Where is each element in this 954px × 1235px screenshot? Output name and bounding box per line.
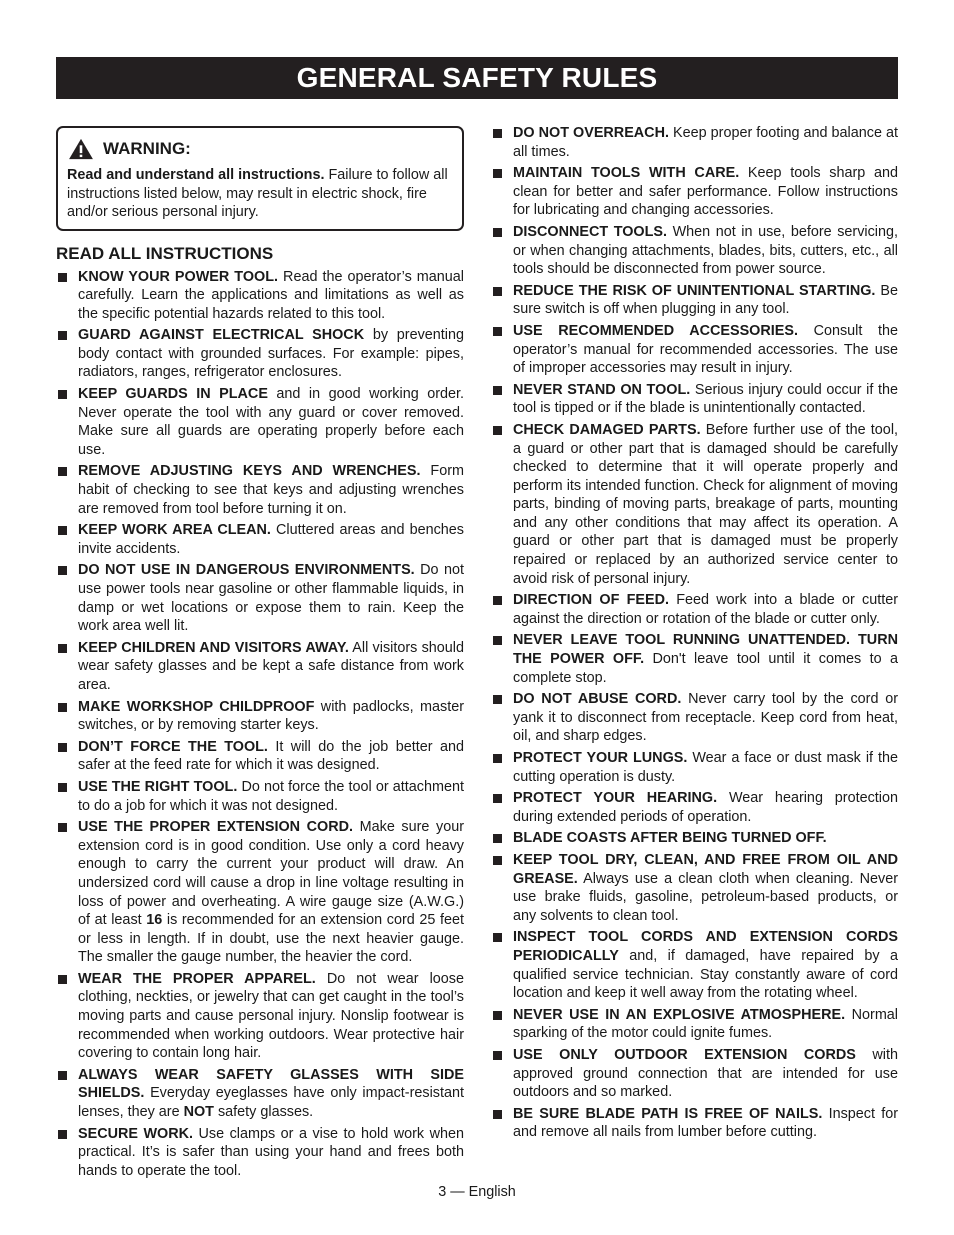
rule-heading: DON’T FORCE THE TOOL. xyxy=(78,738,268,755)
rule-text: When not in use, before servicing, or when changing attachments, blades, bits, cutters, etc., all tools should be disconnected from power source. xyxy=(513,223,898,278)
square-bullet-icon xyxy=(58,703,67,712)
square-bullet-icon xyxy=(58,331,67,340)
rule-heading: WEAR THE PROPER APPAREL. xyxy=(78,970,316,987)
rule-text: Form habit of checking to see that keys and adjusting wrenches are removed from tool before turning it on. xyxy=(78,463,464,517)
rule-heading: USE THE RIGHT TOOL. xyxy=(78,778,238,795)
rule-heading: DO NOT ABUSE CORD. xyxy=(513,691,682,708)
square-bullet-icon xyxy=(493,228,502,237)
square-bullet-icon xyxy=(493,933,502,942)
rule-text: Never carry tool by the cord or yank it to disconnect from receptacle. Keep cord from heat, oil, and sharp edges. xyxy=(513,691,898,745)
square-bullet-icon xyxy=(493,856,502,865)
square-bullet-icon xyxy=(58,743,67,752)
rule-text: Do not use power tools near gasoline or other flammable liquids, in damp or wet locations or expose them to rain. Keep the work area well lit. xyxy=(78,562,464,635)
square-bullet-icon xyxy=(58,823,67,832)
right-rule-list xyxy=(491,124,898,1142)
rule-item xyxy=(56,778,464,815)
square-bullet-icon xyxy=(58,975,67,984)
rule-item xyxy=(491,124,898,161)
rule-heading: ALWAYS WEAR SAFETY GLASSES WITH SIDE SHIELDS. xyxy=(78,1066,464,1102)
rule-item xyxy=(56,818,464,967)
warning-text xyxy=(67,166,453,222)
rule-heading: USE THE PROPER EXTENSION CORD. xyxy=(78,819,354,836)
warning-label: WARNING: xyxy=(103,139,191,158)
rule-item xyxy=(56,738,464,775)
square-bullet-icon xyxy=(493,1011,502,1020)
rule-item xyxy=(56,698,464,735)
rule-heading: GUARD AGAINST ELECTRICAL SHOCK xyxy=(78,327,365,344)
rule-heading: KEEP GUARDS IN PLACE xyxy=(78,386,268,403)
rule-text: Everyday eyeglasses have only impact-resistant lenses, they are xyxy=(78,1085,464,1121)
square-bullet-icon xyxy=(58,783,67,792)
page-title-banner: GENERAL SAFETY RULES xyxy=(56,57,898,99)
rule-text: Keep proper footing and balance at all times. xyxy=(513,125,898,160)
square-bullet-icon xyxy=(58,566,67,575)
rule-item xyxy=(491,1046,898,1102)
rule-heading: BLADE COASTS AFTER BEING TURNED OFF. xyxy=(513,830,827,847)
left-rule-list xyxy=(56,268,464,1181)
rule-text-continued: safety glasses. xyxy=(213,1104,314,1121)
rule-text: All visitors should wear safety glasses and be kept a safe distance from work area. xyxy=(78,639,465,693)
warning-box xyxy=(56,126,464,231)
rule-item xyxy=(491,928,898,1002)
rule-text: Be sure switch is off when plugging in any tool. xyxy=(513,282,898,318)
square-bullet-icon xyxy=(493,794,502,803)
rule-item xyxy=(491,789,898,826)
rule-text: Wear hearing protection during extended periods of operation. xyxy=(513,790,898,825)
rule-emphasis: 16 xyxy=(146,912,163,929)
rule-heading: REMOVE ADJUSTING KEYS AND WRENCHES. xyxy=(78,463,421,480)
rule-text: Keep tools sharp and clean for better and safer performance. Follow instructions for lubricating and changing accessories. xyxy=(513,165,898,219)
rule-heading: KEEP CHILDREN AND VISITORS AWAY. xyxy=(78,639,349,656)
rule-text: by preventing body contact with grounded surfaces. For example: pipes, radiators, ranges, refrigerator enclosures. xyxy=(78,327,464,381)
rule-item xyxy=(491,282,898,319)
rule-item xyxy=(56,1066,464,1122)
rule-text: Always use a clean cloth when cleaning. Never use brake fluids, gasoline, petroleum-based products, or any solvents to clean tool. xyxy=(513,870,898,924)
rule-text: Consult the operator’s manual for recommended accessories. The use of improper accessories may result in injury. xyxy=(513,322,898,377)
rule-heading: INSPECT TOOL CORDS AND EXTENSION CORDS PERIODICALLY xyxy=(513,929,898,964)
square-bullet-icon xyxy=(493,596,502,605)
right-column xyxy=(491,124,898,1145)
rule-text: Serious injury could occur if the tool is tipped or if the blade is unintentionally contacted. xyxy=(513,381,898,417)
rule-text: Use clamps or a vise to hold work when practical. It’s is safer than using your hand and frees both hands to operate the tool. xyxy=(78,1125,465,1179)
rule-item xyxy=(491,690,898,746)
rule-heading: NEVER LEAVE TOOL RUNNING UNATTENDED. TURN THE POWER OFF. xyxy=(513,632,898,668)
rule-heading: KEEP TOOL DRY, CLEAN, AND FREE FROM OIL AND GREASE. xyxy=(513,851,898,887)
square-bullet-icon xyxy=(493,129,502,138)
rule-text: Feed work into a blade or cutter against the direction or rotation of the blade or cutter only. xyxy=(513,592,898,627)
square-bullet-icon xyxy=(58,1071,67,1080)
square-bullet-icon xyxy=(493,834,502,843)
section-title: READ ALL INSTRUCTIONS xyxy=(56,243,274,263)
square-bullet-icon xyxy=(58,526,67,535)
square-bullet-icon xyxy=(58,273,67,282)
rule-emphasis: NOT xyxy=(183,1104,214,1121)
square-bullet-icon xyxy=(58,644,67,653)
rule-heading: DIRECTION OF FEED. xyxy=(513,592,669,609)
square-bullet-icon xyxy=(493,695,502,704)
rule-heading: CHECK DAMAGED PARTS. xyxy=(513,421,701,438)
rule-text: Before further use of the tool, a guard or other part that is damaged should be carefully checked to determine that it will operate properly and perform its intended function. Check for alignment of moving parts, binding of moving parts, breakage of parts, mounting and any other conditions that may affect its operation. A guard or other part that is damaged must be properly repaired or replaced by an authorized service center to avoid risk of personal injury. xyxy=(513,421,899,587)
rule-heading: USE ONLY OUTDOOR EXTENSION CORDS xyxy=(513,1046,856,1063)
square-bullet-icon xyxy=(493,1110,502,1119)
warning-header xyxy=(67,138,453,160)
warning-triangle-icon xyxy=(67,138,95,160)
rule-heading: NEVER USE IN AN EXPLOSIVE ATMOSPHERE. xyxy=(513,1006,846,1023)
rule-item xyxy=(491,381,898,418)
rule-item xyxy=(491,631,898,687)
rule-heading: PROTECT YOUR HEARING. xyxy=(513,790,718,807)
rule-heading: MAINTAIN TOOLS WITH CARE. xyxy=(513,165,740,182)
rule-heading: NEVER STAND ON TOOL. xyxy=(513,381,691,398)
page-footer: 3 — English xyxy=(438,1184,516,1200)
rule-item xyxy=(491,421,898,588)
rule-item xyxy=(56,1125,464,1181)
square-bullet-icon xyxy=(58,467,67,476)
square-bullet-icon xyxy=(493,754,502,763)
rule-heading: MAKE WORKSHOP CHILDPROOF xyxy=(78,698,315,715)
rule-item xyxy=(56,970,464,1063)
rule-text: Inspect for and remove all nails from lumber before cutting. xyxy=(513,1105,898,1141)
rule-heading: DO NOT USE IN DANGEROUS ENVIRONMENTS. xyxy=(78,562,415,579)
rule-heading: BE SURE BLADE PATH IS FREE OF NAILS. xyxy=(513,1105,823,1122)
square-bullet-icon xyxy=(493,287,502,296)
rule-heading: PROTECT YOUR LUNGS. xyxy=(513,750,688,766)
rule-heading: REDUCE THE RISK OF UNINTENTIONAL STARTING. xyxy=(513,282,876,299)
rule-heading: USE RECOMMENDED ACCESSORIES. xyxy=(513,322,798,339)
warning-body-text: Failure to follow all instructions listed below, may result in electric shock, fire and/or serious personal injury. xyxy=(67,167,448,220)
square-bullet-icon xyxy=(58,390,67,399)
rule-item xyxy=(491,1105,898,1142)
rule-heading: DO NOT OVERREACH. xyxy=(513,125,669,141)
rule-text: Do not wear loose clothing, neckties, or jewelry that can get caught in the tool’s moving parts and cause personal injury. Nonslip footwear is recommended when working outdoors. Wear protective hair covering to contain long hair. xyxy=(78,970,464,1062)
rule-text: Do not force the tool or attachment to do a job for which it was not designed. xyxy=(78,778,464,814)
rule-text-continued: is recommended for an extension cord 25 feet or less in length. If in doubt, use the next heavier gauge. The smaller the gauge number, the heavier the cord. xyxy=(78,912,464,966)
square-bullet-icon xyxy=(493,426,502,435)
rule-item xyxy=(56,462,464,518)
square-bullet-icon xyxy=(493,1051,502,1060)
rule-text: Don't leave tool until it comes to a complete stop. xyxy=(513,651,898,686)
rule-item xyxy=(491,851,898,925)
rule-text: Cluttered areas and benches invite accidents. xyxy=(78,522,464,557)
square-bullet-icon xyxy=(493,169,502,178)
rule-item xyxy=(491,322,898,378)
rule-item xyxy=(491,1006,898,1043)
left-column xyxy=(56,126,464,1183)
rule-item xyxy=(491,829,898,848)
rule-text: Normal sparking of the motor could ignite fumes. xyxy=(513,1006,899,1042)
rule-heading: KEEP WORK AREA CLEAN. xyxy=(78,522,271,539)
square-bullet-icon xyxy=(493,636,502,645)
warning-bold-text: Read and understand all instructions. xyxy=(67,167,325,183)
rule-item xyxy=(56,561,464,635)
rule-text: and, if damaged, have repaired by a qualified service technician. Stay constantly aware of cord location and keep it well away from the rotating wheel. xyxy=(513,947,898,1002)
rule-text: Wear a face or dust mask if the cutting operation is dusty. xyxy=(513,750,899,785)
rule-heading: SECURE WORK. xyxy=(78,1125,194,1142)
rule-heading: KNOW YOUR POWER TOOL. xyxy=(78,268,279,285)
rule-heading: DISCONNECT TOOLS. xyxy=(513,223,668,240)
rule-item xyxy=(56,521,464,558)
rule-item xyxy=(491,591,898,628)
rule-text: with approved ground connection that are intended for use outdoors and so marked. xyxy=(513,1046,898,1101)
rule-item xyxy=(56,385,464,459)
rule-item xyxy=(56,268,464,324)
rule-text: It will do the job better and safer at the feed rate for which it was designed. xyxy=(78,738,464,774)
rule-item xyxy=(56,326,464,382)
rule-text: and in good working order. Never operate the tool with any guard or cover removed. Make sure all guards are operating properly before each use. xyxy=(78,386,464,458)
square-bullet-icon xyxy=(58,1130,67,1139)
rule-text: with padlocks, master switches, or by removing starter keys. xyxy=(78,698,464,734)
rule-text: Make sure your extension cord is in good condition. Use only a cord heavy enough to carry the current your product will draw. An undersized cord will cause a drop in line voltage resulting in loss of power and overheating. A wire gauge size (A.W.G.) of at least xyxy=(78,819,464,929)
rule-item xyxy=(491,223,898,279)
rule-item xyxy=(491,164,898,220)
rule-text: Read the operator’s manual carefully. Learn the applications and limitations as well as the specific potential hazards related to this tool. xyxy=(78,268,464,322)
square-bullet-icon xyxy=(493,386,502,395)
square-bullet-icon xyxy=(493,327,502,336)
rule-item xyxy=(491,749,898,786)
rule-item xyxy=(56,639,464,695)
